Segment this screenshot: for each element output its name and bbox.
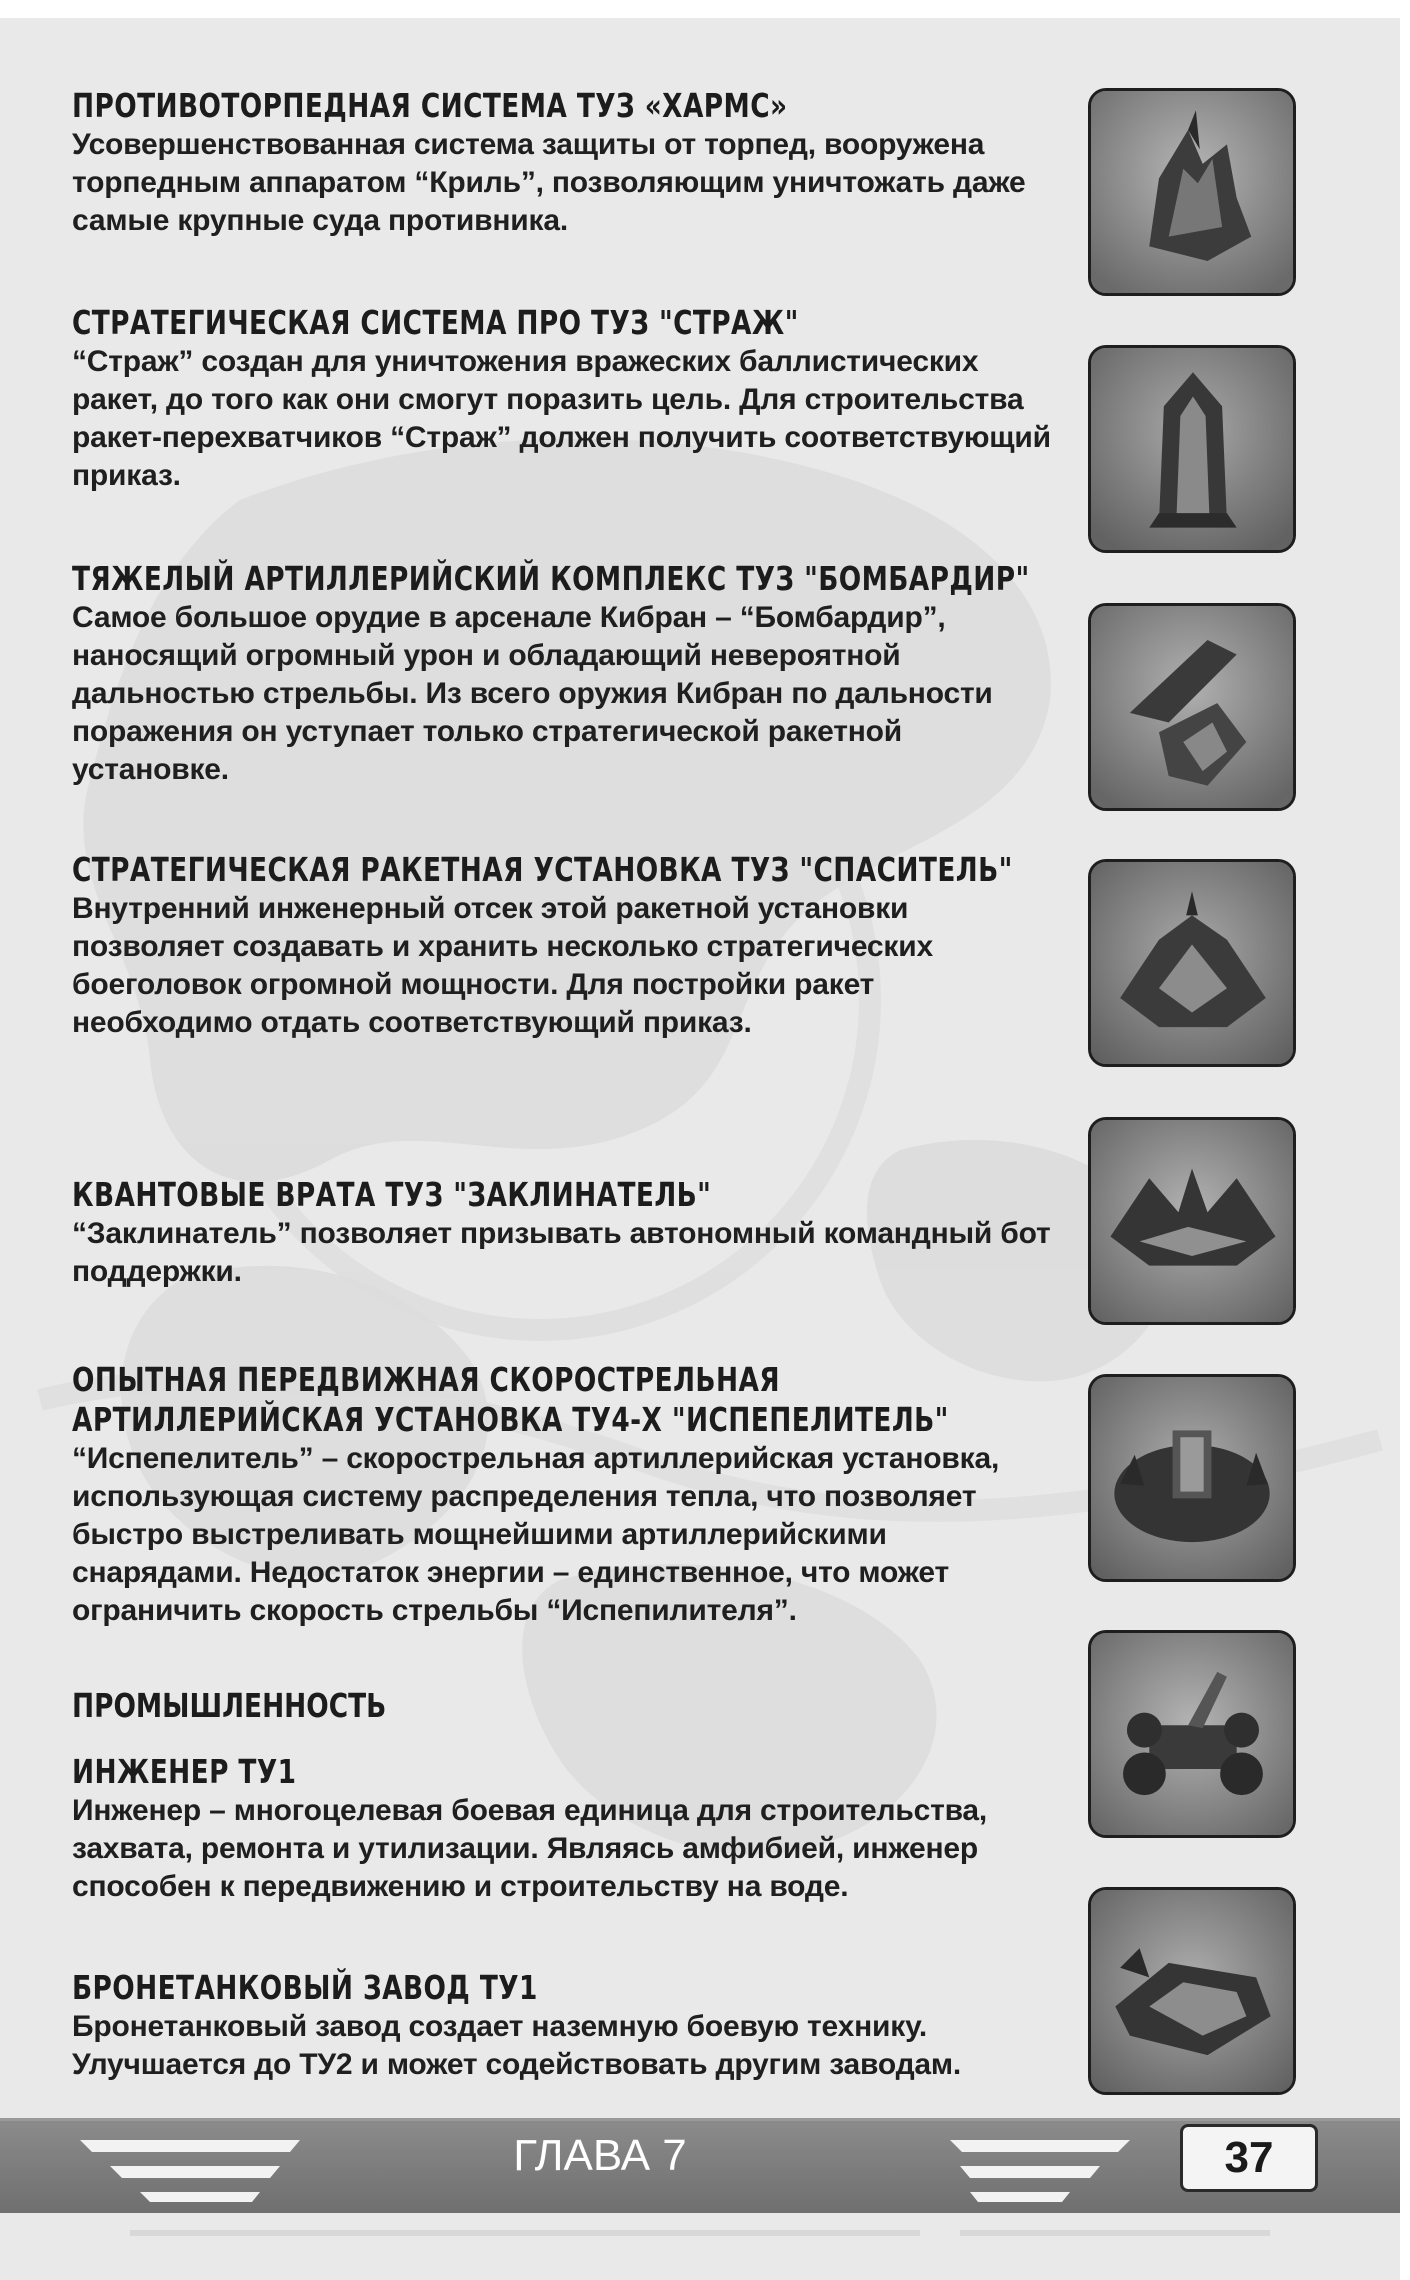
entry-description: Усовершенствованная система защиты от торпед, вооружена торпедным аппаратом “Криль”, позволяющим уничтожать даже самые крупные суда противника. bbox=[72, 128, 1026, 237]
entry-title: КВАНТОВЫЕ ВРАТА ТУЗ "ЗАКЛИНАТЕЛЬ" bbox=[72, 1175, 712, 1214]
entry-title: ТЯЖЕЛЫЙ АРТИЛЛЕРИЙСКИЙ КОМПЛЕКС ТУЗ "БОМБАРДИР" bbox=[72, 559, 1030, 598]
entry-title: ИНЖЕНЕР ТУ1 bbox=[72, 1752, 297, 1791]
heavy-artillery-image bbox=[1088, 603, 1296, 811]
strategic-missile-defense-image bbox=[1088, 345, 1296, 553]
entry-description: Инженер – многоцелевая боевая единица для строительства, захвата, ремонта и утилизации. Являясь амфибией, инженер способен к передвижению и строительству на воде. bbox=[72, 1794, 988, 1903]
industry-entry-land-factory bbox=[72, 1968, 1062, 2084]
strategic-entry-spasitel bbox=[72, 850, 1062, 1042]
industry-entry-engineer bbox=[72, 1752, 1062, 1906]
page-footer bbox=[0, 2118, 1400, 2268]
section-heading-industry: ПРОМЫШЛЕННОСТЬ bbox=[72, 1686, 387, 1725]
defense-entry-strazh bbox=[72, 303, 1062, 495]
quantum-gate-image bbox=[1088, 1117, 1296, 1325]
entry-description: Внутренний инженерный отсек этой ракетной установки позволяет создавать и хранить несколько стратегических боеголовок огромной мощности. Для постройки ракет необходимо отдать соответствующий приказ. bbox=[72, 892, 933, 1039]
engineer-image bbox=[1088, 1630, 1296, 1838]
anti-torpedo-system-image bbox=[1088, 88, 1296, 296]
chapter-label: ГЛАВА 7 bbox=[513, 2131, 687, 2180]
defense-entry-bombardir bbox=[72, 559, 1062, 789]
entry-description: “Страж” создан для уничтожения вражеских баллистических ракет, до того как они смогут поразить цель. Для строительства ракет-перехватчиков “Страж” должен получить соответствующий приказ. bbox=[72, 345, 1051, 492]
strategic-missile-launcher-image bbox=[1088, 859, 1296, 1067]
entry-description: “Заклинатель” позволяет призывать автономный командный бот поддержки. bbox=[72, 1217, 1051, 1288]
entry-title: БРОНЕТАНКОВЫЙ ЗАВОД ТУ1 bbox=[72, 1968, 538, 2007]
defense-entry-harms bbox=[72, 86, 1062, 240]
experimental-entry-ispepelitel bbox=[72, 1360, 1062, 1630]
entry-title: СТРАТЕГИЧЕСКАЯ РАКЕТНАЯ УСТАНОВКА ТУЗ "СПАСИТЕЛЬ" bbox=[72, 850, 1013, 889]
entry-description: Бронетанковый завод создает наземную боевую технику. Улучшается до ТУ2 и может содействовать другим заводам. bbox=[72, 2010, 962, 2081]
page-number: 37 bbox=[1224, 2133, 1274, 2182]
entry-title: ПРОТИВОТОРПЕДНАЯ СИСТЕМА ТУЗ «ХАРМС» bbox=[72, 86, 788, 125]
page-number-box bbox=[1180, 2124, 1318, 2192]
entry-title: ОПЫТНАЯ ПЕРЕДВИЖНАЯ СКОРОСТРЕЛЬНАЯ АРТИЛЛЕРИЙСКАЯ УСТАНОВКА ТУ4-Х "ИСПЕПЕЛИТЕЛЬ" bbox=[72, 1360, 949, 1439]
land-factory-image bbox=[1088, 1887, 1296, 2095]
entry-description: Самое большое орудие в арсенале Кибран – “Бомбардир”, наносящий огромный урон и обладающий невероятной дальностью стрельбы. Из всего оружия Кибран по дальности поражения он уступает только стратегической ракетной установке. bbox=[72, 601, 993, 786]
entry-description: “Испепелитель” – скорострельная артиллерийская установка, использующая систему распределения тепла, что позволяет быстро выстреливать мощнейшими артиллерийскими снарядами. Недостаток энергии – единственное, что может ограничить скорость стрельбы “Испепилителя”. bbox=[72, 1442, 1000, 1627]
entry-title: СТРАТЕГИЧЕСКАЯ СИСТЕМА ПРО ТУЗ "СТРАЖ" bbox=[72, 303, 799, 342]
quantum-entry-zaklinatel bbox=[72, 1175, 1062, 1291]
experimental-artillery-image bbox=[1088, 1374, 1296, 1582]
